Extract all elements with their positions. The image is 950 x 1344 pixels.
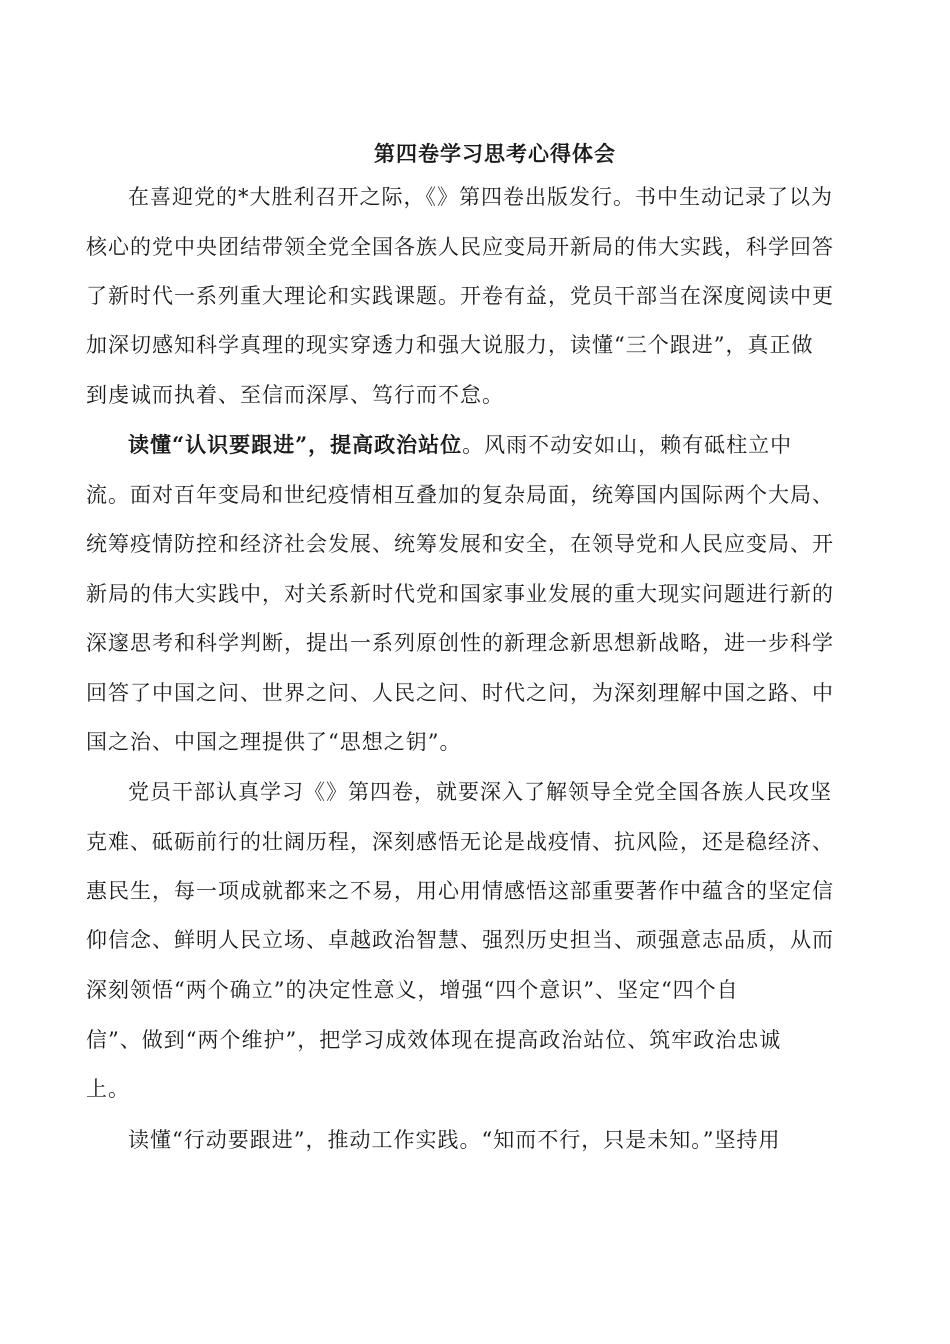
body-line bbox=[128, 776, 832, 806]
line-text: 回答了中国之问、世界之问、人民之问、时代之问，为深刻理解中国之路、中 bbox=[86, 681, 834, 705]
line-text: 。风雨不动安如山，赖有砥柱立中 bbox=[462, 433, 793, 457]
body-line bbox=[128, 429, 792, 459]
body-line bbox=[86, 1024, 781, 1054]
line-text: 新局的伟大实践中，对关系新时代党和国家事业发展的重大现实问题进行新的 bbox=[86, 582, 834, 606]
line-text: 惠民生，每一项成就都来之不易，用心用情感悟这部重要著作中蕴含的坚定信 bbox=[86, 879, 834, 903]
line-text: 国之治、中国之理提供了“思想之钥”。 bbox=[86, 730, 462, 754]
line-text: 到虔诚而执着、至信而深厚、笃行而不怠。 bbox=[86, 383, 504, 407]
body-line bbox=[86, 826, 834, 856]
line-text: 信”、做到“两个维护”，把学习成效体现在提高政治站位、筑牢政治忠诚 bbox=[86, 1028, 782, 1052]
line-text: 核心的党中央团结带领全党全国各族人民应变局开新局的伟大实践，科学回答 bbox=[86, 235, 834, 259]
line-text: 读懂“行动要跟进”，推动工作实践。“知而不行，只是未知。”坚持用 bbox=[128, 1128, 781, 1152]
body-line bbox=[128, 181, 833, 211]
bold-heading: 读懂“认识要跟进”，提高政治站位 bbox=[128, 432, 463, 457]
body-line bbox=[86, 1073, 130, 1103]
line-text: 加深切感知科学真理的现实穿透力和强大说服力，读懂“三个跟进”，真正做 bbox=[86, 333, 814, 357]
body-line bbox=[86, 677, 834, 707]
body-line bbox=[86, 924, 834, 954]
body-line bbox=[128, 1124, 780, 1154]
line-text: 统筹疫情防控和经济社会发展、统筹发展和安全，在领导党和人民应变局、开 bbox=[86, 532, 834, 556]
body-line bbox=[86, 578, 834, 608]
line-text: 党员干部认真学习《》第四卷，就要深入了解领导全党全国各族人民攻坚 bbox=[128, 780, 832, 804]
body-line bbox=[86, 627, 834, 657]
body-line bbox=[86, 479, 834, 509]
body-line bbox=[86, 875, 834, 905]
body-line bbox=[86, 379, 504, 409]
body-line bbox=[86, 329, 813, 359]
body-line bbox=[86, 726, 461, 756]
line-text: 克难、砥砺前行的壮阔历程，深刻感悟无论是战疫情、抗风险，还是稳经济、 bbox=[86, 830, 834, 854]
body-line bbox=[86, 528, 834, 558]
line-text: 仰信念、鲜明人民立场、卓越政治智慧、强烈历史担当、顽强意志品质，从而 bbox=[86, 928, 834, 952]
line-text: 上。 bbox=[86, 1077, 130, 1101]
body-line bbox=[86, 974, 739, 1004]
line-text: 深刻领悟“两个确立”的决定性意义，增强“四个意识”、坚定“四个自 bbox=[86, 978, 739, 1002]
body-line bbox=[86, 231, 834, 261]
document-title: 第四卷学习思考心得体会 bbox=[374, 141, 616, 166]
body-line bbox=[86, 280, 834, 310]
line-text: 流。面对百年变局和世纪疫情相互叠加的复杂局面，统筹国内国际两个大局、 bbox=[86, 483, 834, 507]
line-text: 深邃思考和科学判断，提出一系列原创性的新理念新思想新战略，进一步科学 bbox=[86, 631, 834, 655]
line-text: 在喜迎党的*大胜利召开之际，《》第四卷出版发行。书中生动记录了以为 bbox=[128, 185, 833, 209]
line-text: 了新时代一系列重大理论和实践课题。开卷有益，党员干部当在深度阅读中更 bbox=[86, 284, 834, 308]
